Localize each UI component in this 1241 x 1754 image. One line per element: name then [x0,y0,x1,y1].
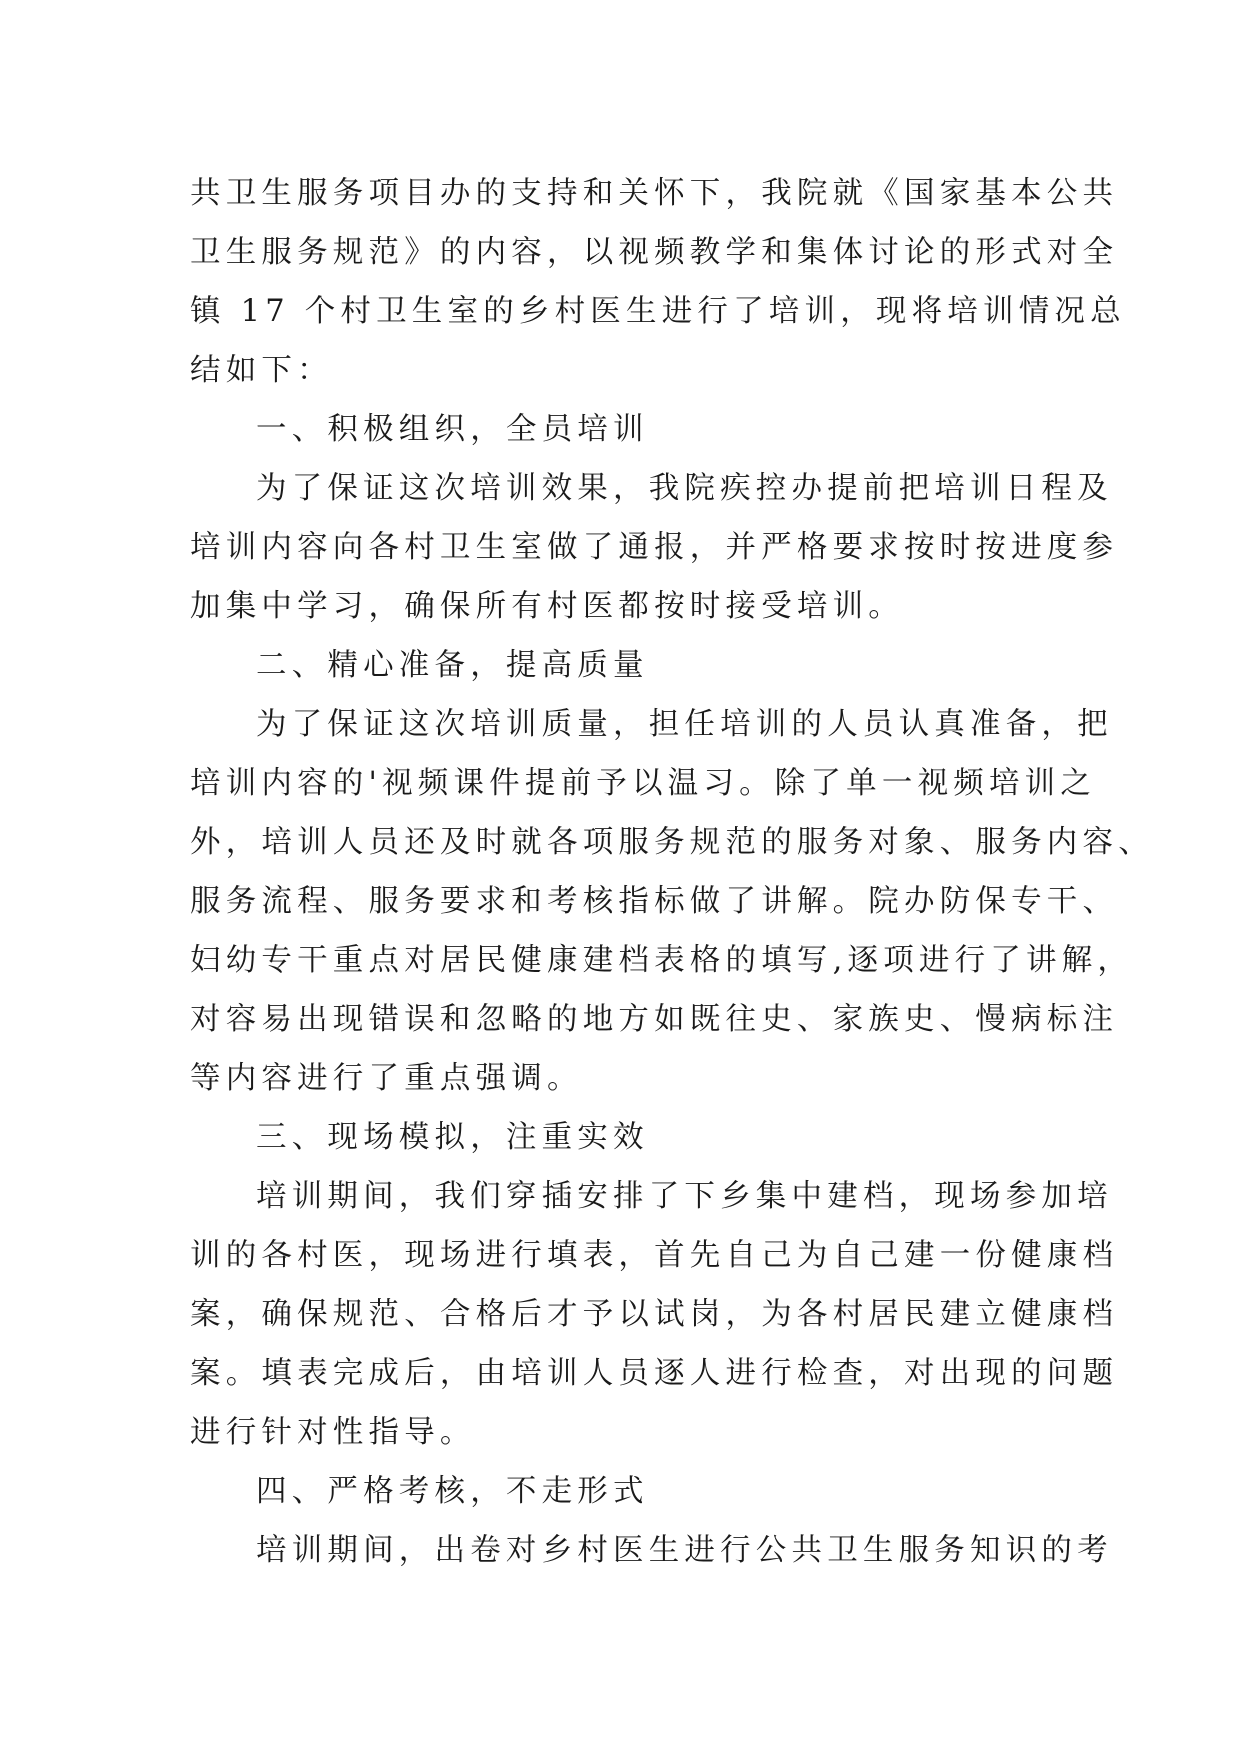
section-heading: 三、现场模拟，注重实效 [256,1120,649,1155]
section-heading: 一、积极组织，全员培训 [256,412,649,447]
text-line: 培训期间，我们穿插安排了下乡集中建档，现场参加培 [256,1179,1113,1214]
text-line: 案，确保规范、合格后才予以试岗，为各村居民建立健康档 [190,1297,1119,1332]
text-line: 训的各村医，现场进行填表，首先自己为自己建一份健康档 [190,1238,1119,1273]
text-line: 外，培训人员还及时就各项服务规范的服务对象、服务内容、 [190,825,1154,860]
text-line: 共卫生服务项目办的支持和关怀下，我院就《国家基本公共 [190,176,1119,211]
text-line: 培训内容的'视频课件提前予以温习。除了单一视频培训之 [190,766,1097,801]
text-line: 为了保证这次培训质量，担任培训的人员认真准备，把 [256,707,1113,742]
text-line: 加集中学习，确保所有村医都按时接受培训。 [190,589,904,624]
section-heading: 二、精心准备，提高质量 [256,648,649,683]
text-line: 等内容进行了重点强调。 [190,1061,583,1096]
text-line: 培训期间，出卷对乡村医生进行公共卫生服务知识的考 [256,1533,1113,1568]
text-line: 镇 17 个村卫生室的乡村医生进行了培训，现将培训情况总 [190,294,1126,329]
text-line: 结如下： [190,353,333,388]
text-line: 培训内容向各村卫生室做了通报，并严格要求按时按进度参 [190,530,1119,565]
text-line: 案。填表完成后，由培训人员逐人进行检查，对出现的问题 [190,1356,1119,1391]
text-line: 妇幼专干重点对居民健康建档表格的填写,逐项进行了讲解， [190,943,1134,978]
text-line: 进行针对性指导。 [190,1415,476,1450]
document-body [190,164,1154,1580]
text-line: 卫生服务规范》的内容，以视频教学和集体讨论的形式对全 [190,235,1119,270]
text-line: 对容易出现错误和忽略的地方如既往史、家族史、慢病标注 [190,1002,1119,1037]
text-line: 为了保证这次培训效果，我院疾控办提前把培训日程及 [256,471,1113,506]
section-heading: 四、严格考核，不走形式 [256,1474,649,1509]
text-line: 服务流程、服务要求和考核指标做了讲解。院办防保专干、 [190,884,1119,919]
